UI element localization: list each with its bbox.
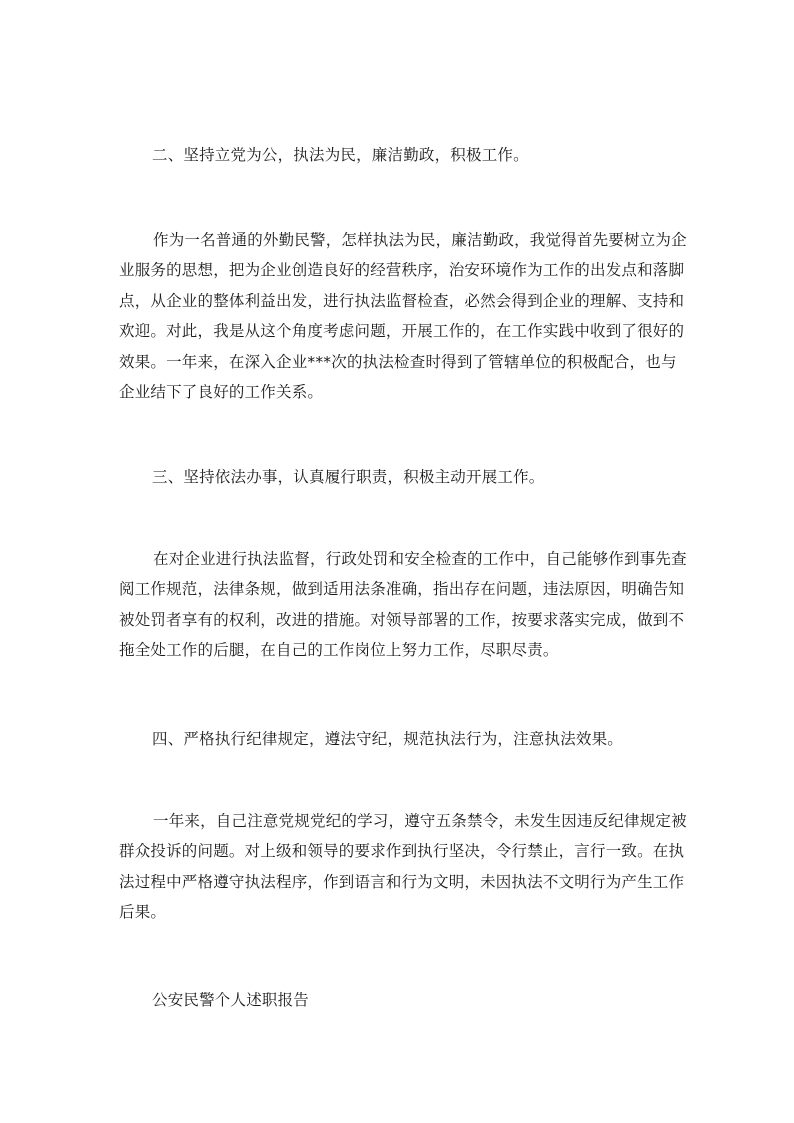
section-body-4: 一年来，自己注意党规党纪的学习，遵守五条禁令，未发生因违反纪律规定被群众投诉的问题。对上级和领导的要求作到执行坚决，令行禁止，言行一致。在执法过程中严格遵守执法程序，作到语言和行为文明，未因执法不文明行为产生工作后果。	[119, 812, 687, 922]
section-body-2: 作为一名普通的外勤民警，怎样执法为民，廉洁勤政，我觉得首先要树立为企业服务的思想，把为企业创造良好的经营秩序，治安环境作为工作的出发点和落脚点，从企业的整体利益出发，进行执法监督检查，必然会得到企业的理解、支持和欢迎。对此，我是从这个角度考虑问题，开展工作的，在工作实践中收到了很好的效果。一年来，在深入企业***次的执法检查时得到了管辖单位的积极配合，也与企业结下了良好的工作关系。	[119, 231, 687, 402]
section-heading-4: 四、严格执行纪律规定，遵法守纪，规范执法行为，注意执法效果。	[152, 730, 624, 748]
report-title: 公安民警个人述职报告	[152, 991, 310, 1009]
section-heading-3: 三、坚持依法办事，认真履行职责，积极主动开展工作。	[152, 468, 545, 486]
section-body-3: 在对企业进行执法监督，行政处罚和安全检查的工作中，自己能够作到事先查阅工作规范，法律条规，做到适用法条准确，指出存在问题，违法原因，明确告知被处罚者享有的权利，改进的措施。对领导部署的工作，按要求落实完成，做到不拖全处工作的后腿，在自己的工作岗位上努力工作，尽职尽责。	[119, 550, 687, 660]
section-heading-2: 二、坚持立党为公，执法为民，廉洁勤政，积极工作。	[152, 146, 529, 164]
